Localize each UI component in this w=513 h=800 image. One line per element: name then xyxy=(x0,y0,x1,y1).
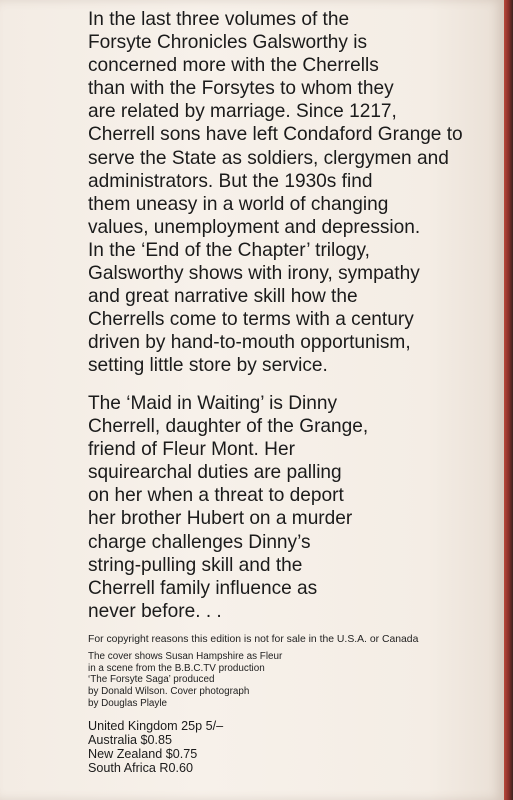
blurb-line: charge challenges Dinny’s xyxy=(88,531,311,553)
blurb-paragraph-1 xyxy=(88,8,463,378)
credit-line: The cover shows Susan Hampshire as Fleur xyxy=(88,651,283,662)
blurb-line: Forsyte Chronicles Galsworthy is xyxy=(88,32,368,54)
credit-line: in a scene from the B.B.C.TV production xyxy=(88,662,265,674)
price-line: United Kingdom 25p 5/– xyxy=(88,719,224,733)
blurb-line: on her when a threat to deport xyxy=(88,485,344,507)
blurb-line: values, unemployment and depression. xyxy=(88,216,421,238)
blurb-line: In the last three volumes of the xyxy=(88,9,350,30)
copyright-notice: For copyright reasons this edition is not for sale in the U.S.A. or Canada xyxy=(88,634,419,645)
blurb-line: The ‘Maid in Waiting’ is Dinny xyxy=(88,393,338,414)
price-line: Australia $0.85 xyxy=(88,732,173,747)
blurb-line: In the ‘End of the Chapter’ trilogy, xyxy=(88,239,370,261)
blurb-line: driven by hand-to-mouth opportunism, xyxy=(88,332,411,354)
price-line: South Africa R0.60 xyxy=(88,760,194,775)
credit-line: by Douglas Playle xyxy=(88,697,168,709)
blurb-line: Cherrell family influence as xyxy=(88,577,318,599)
blurb-line: serve the State as soldiers, clergymen and xyxy=(88,147,449,169)
cover-credits xyxy=(88,651,282,710)
book-spine-edge xyxy=(504,0,513,800)
blurb-line: her brother Hubert on a murder xyxy=(88,508,353,530)
blurb-line: string-pulling skill and the xyxy=(88,554,303,576)
blurb-line: concerned more with the Cherrells xyxy=(88,55,379,77)
blurb-line: friend of Fleur Mont. Her xyxy=(88,439,295,461)
blurb-line: Galsworthy shows with irony, sympathy xyxy=(88,263,420,285)
price-line: New Zealand $0.75 xyxy=(88,746,198,761)
blurb-line: and great narrative skill how the xyxy=(88,286,358,308)
blurb-line: than with the Forsytes to whom they xyxy=(88,78,394,100)
price-list xyxy=(88,720,223,776)
credit-line: ‘The Forsyte Saga’ produced xyxy=(88,674,215,686)
blurb-line: Cherrell, daughter of the Grange, xyxy=(88,416,369,438)
blurb-line: setting little store by service. xyxy=(88,355,328,377)
blurb-line: them uneasy in a world of changing xyxy=(88,193,389,215)
blurb-line: Cherrell sons have left Condaford Grange to xyxy=(88,124,463,146)
blurb-paragraph-2 xyxy=(88,392,368,623)
credit-line: by Donald Wilson. Cover photograph xyxy=(88,686,250,698)
blurb-line: Cherrells come to terms with a century xyxy=(88,309,414,331)
blurb-line: squirearchal duties are palling xyxy=(88,462,342,484)
blurb-line: never before. . . xyxy=(88,600,222,622)
blurb-line: administrators. But the 1930s find xyxy=(88,170,373,192)
blurb-line: are related by marriage. Since 1217, xyxy=(88,101,397,123)
